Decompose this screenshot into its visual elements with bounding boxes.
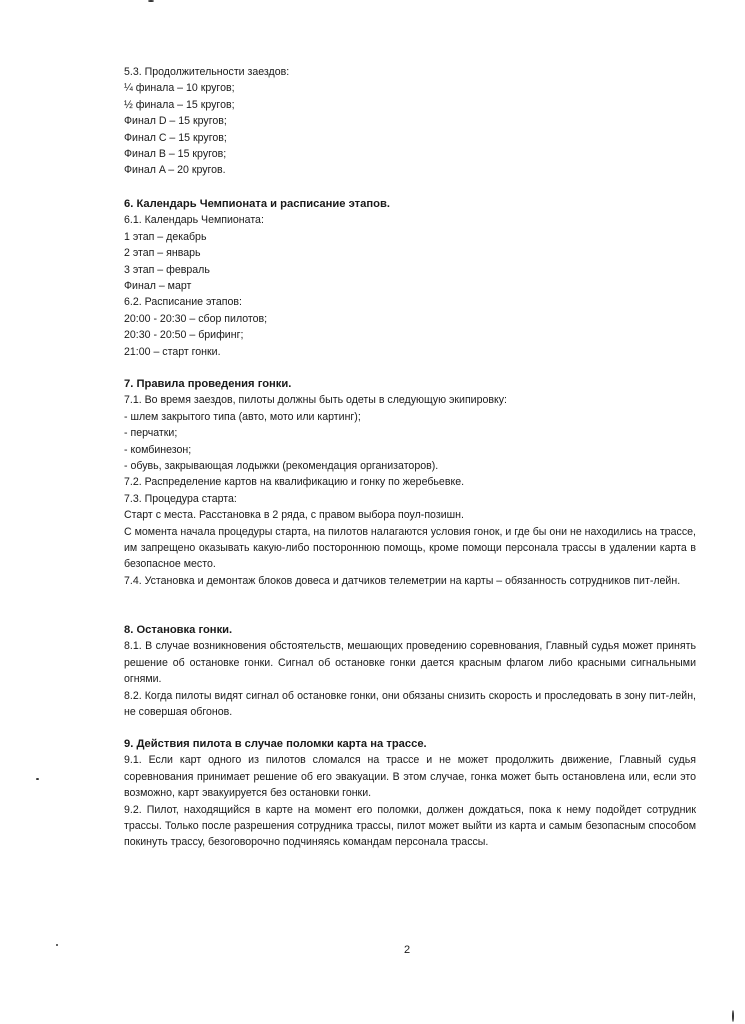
scan-speck (36, 778, 39, 780)
list-item: Финал – март (124, 280, 192, 293)
paragraph: 9.2. Пилот, находящийся в карте на момент его поломки, должен дождаться, пока к нему подойдет сотрудник трассы. Только после разрешения сотрудника трассы, пилот может выйти из карта и самым безопасным способом покинуть трассу, безоговорочно подчиняясь командам персонала трассы. (124, 803, 696, 849)
list-item: 7.3. Процедура старта: (124, 492, 237, 505)
paragraph: 8.1. В случае возникновения обстоятельств, мешающих проведению соревнования, Главный судья может принять решение об остановке гонки. Сигнал об остановке гонки дается красным флагом либо красными сигнальными огнями. (124, 640, 696, 686)
section-8 (124, 622, 696, 720)
list-item: Финал A – 20 кругов. (124, 164, 226, 177)
scan-speck (56, 944, 58, 946)
section-5-3 (124, 64, 696, 179)
list-item: Финал B – 15 кругов; (124, 148, 227, 161)
document-page (124, 0, 696, 1024)
section-7-heading: 7. Правила проведения гонки. (124, 378, 292, 390)
list-item: - обувь, закрывающая лодыжки (рекомендация организаторов). (124, 460, 439, 473)
list-item: ½ финала – 15 кругов; (124, 98, 235, 111)
list-item: 21:00 – старт гонки. (124, 345, 221, 358)
list-item: 20:00 - 20:30 – сбор пилотов; (124, 312, 268, 325)
section-5-3-title: 5.3. Продолжительности заездов: (124, 66, 290, 78)
paragraph: С момента начала процедуры старта, на пилотов налагаются условия гонок, и где бы они не находились на трассе, им запрещено оказывать какую-либо постороннюю помощь, кроме помощи персонала трассы в удалении карта в безопасное место. (124, 525, 696, 571)
section-6 (124, 196, 696, 360)
paragraph: 9.1. Если карт одного из пилотов сломался на трассе и не может продолжить движение, Главный судья соревнования принимает решение об его эвакуации. В этом случае, гонка может быть остановлена или, если это возможно, карт эвакуируется без остановки гонки. (124, 754, 696, 800)
scan-speck (148, 0, 154, 2)
section-7 (124, 376, 696, 589)
list-item: - перчатки; (124, 427, 178, 440)
list-item: 7.2. Распределение картов на квалификацию и гонку по жеребьевке. (124, 476, 465, 489)
section-8-heading: 8. Остановка гонки. (124, 624, 233, 636)
scan-speck (732, 1010, 734, 1022)
section-9 (124, 736, 696, 851)
list-item: 20:30 - 20:50 – брифинг; (124, 329, 244, 342)
paragraph: 7.4. Установка и демонтаж блоков довеса и датчиков телеметрии на карты – обязанность сотрудников пит-лейн. (124, 574, 681, 587)
list-item: Финал C – 15 кругов; (124, 131, 227, 144)
section-6-heading: 6. Календарь Чемпионата и расписание этапов. (124, 198, 390, 210)
list-item: ¼ финала – 10 кругов; (124, 82, 235, 95)
list-item: 2 этап – январь (124, 247, 201, 260)
list-item: 7.1. Во время заездов, пилоты должны быть одеты в следующую экипировку: (124, 394, 508, 407)
list-item: - комбинезон; (124, 443, 192, 456)
list-item: Старт с места. Расстановка в 2 ряда, с правом выбора поул-позишн. (124, 509, 464, 522)
list-item: - шлем закрытого типа (авто, мото или картинг); (124, 410, 361, 423)
section-9-heading: 9. Действия пилота в случае поломки карта на трассе. (124, 738, 427, 750)
list-item: 3 этап – февраль (124, 263, 210, 276)
paragraph: 8.2. Когда пилоты видят сигнал об остановке гонки, они обязаны снизить скорость и проследовать в зону пит-лейн, не совершая обгонов. (124, 689, 696, 719)
list-item: 6.2. Расписание этапов: (124, 296, 242, 309)
page-number: 2 (404, 944, 411, 956)
list-item: 1 этап – декабрь (124, 230, 207, 243)
list-item: 6.1. Календарь Чемпионата: (124, 214, 264, 227)
list-item: Финал D – 15 кругов; (124, 115, 227, 128)
